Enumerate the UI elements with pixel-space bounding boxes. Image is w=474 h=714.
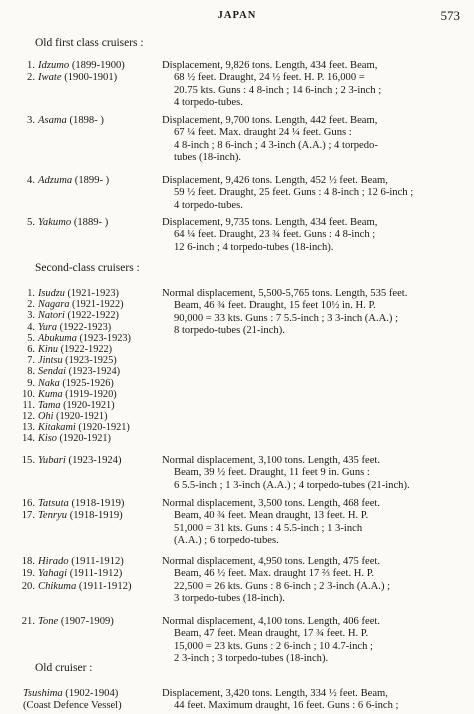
ship-row [20, 366, 165, 377]
ship-row [20, 310, 165, 321]
ship-name: Adzuma [38, 175, 73, 186]
ship-years: (1923-1924) [65, 455, 122, 466]
ship-list [20, 688, 165, 713]
ship-years: (1911-1912) [67, 568, 123, 580]
section-title-second-class: Second-class cruisers : [35, 262, 140, 274]
ship-row [20, 288, 165, 299]
ship-years: (1925-1926) [59, 377, 114, 389]
ship-years: (1923-1924) [66, 366, 121, 378]
ship-years: (1889- ) [71, 217, 109, 228]
ship-years: (1907-1909) [58, 616, 114, 627]
ship-name: Yahagi [38, 568, 68, 580]
ship-row [20, 299, 165, 310]
description-line: Displacement, 9,700 tons. Length, 442 feet. Beam, [162, 115, 378, 126]
description-line: 2 3-inch ; 3 torpedo-tubes (18-inch). [174, 652, 329, 664]
ship-description [162, 688, 462, 713]
ship-name: Asama [38, 115, 67, 126]
description-line: 3 torpedo-tubes (18-inch). [174, 592, 285, 604]
ship-description [162, 175, 462, 212]
ship-description [162, 288, 462, 337]
ship-number: 12. [22, 411, 35, 423]
ship-number: 10. [22, 388, 35, 400]
ship-name: Yubari [38, 455, 66, 466]
description-line: 64 ¼ feet. Draught, 23 ¾ feet. Guns : 4 8-inch ; [174, 229, 376, 241]
ship-row [20, 355, 165, 366]
ship-name: Abukuma [38, 332, 77, 344]
ship-name: Tama [38, 399, 61, 411]
ship-years: (1920-1921) [75, 422, 130, 434]
ship-years: (1900-1901) [61, 72, 118, 84]
ship-row [20, 175, 165, 187]
section-title-old-cruiser: Old cruiser : [35, 662, 93, 674]
ship-years: (1921-1923) [64, 288, 119, 299]
ship-name: Natori [38, 310, 65, 322]
ship-row [20, 217, 165, 229]
ship-name: Kiso [38, 433, 57, 445]
ship-years: (1922-1922) [64, 310, 119, 322]
ship-years: (1920-1921) [56, 433, 111, 445]
ship-row [20, 688, 165, 700]
ship-years: (1899-1900) [69, 60, 125, 71]
ship-number: 18. [21, 556, 35, 567]
ship-number: 6. [27, 343, 35, 355]
ship-row [20, 433, 165, 444]
description-line: Normal displacement, 3,500 tons. Length, 468 feet. [162, 498, 381, 509]
description-line: Normal displacement, 4,100 tons. Length, 406 feet. [162, 616, 381, 627]
running-head: JAPAN [217, 10, 257, 21]
ship-number: 3. [27, 115, 35, 126]
description-line: tubes (18-inch). [174, 151, 242, 163]
description-line: Normal displacement, 5,500-5,765 tons. Length, 535 feet. [162, 288, 408, 299]
ship-row [20, 115, 165, 127]
ship-list [20, 60, 165, 85]
ship-number: 5. [27, 217, 35, 228]
ship-row [20, 344, 165, 355]
description-line: 51,000 = 31 kts. Guns : 4 5.5-inch ; 1 3-inch [174, 522, 363, 534]
description-line: Beam, 47 feet. Mean draught, 17 ¾ feet. H. P. [174, 628, 369, 640]
description-line: 4 torpedo-tubes. [174, 96, 243, 108]
ship-number: 17. [21, 510, 35, 522]
ship-years: (1898- ) [66, 115, 104, 126]
description-line: Beam, 39 ½ feet. Draught, 11 feet 9 in. Guns : [174, 467, 370, 479]
ship-name: Chikuma [38, 580, 77, 592]
ship-description [162, 60, 462, 109]
ship-years: (1920-1921) [60, 399, 115, 411]
ship-row [20, 556, 165, 568]
ship-name: Kitakami [38, 422, 76, 434]
ship-row [20, 498, 165, 510]
description-line: 12 6-inch ; 4 torpedo-tubes (18-inch). [174, 241, 334, 253]
description-line: Beam, 46 ½ feet. Max. draught 17 ⅔ feet. H. P. [174, 568, 375, 580]
ship-name: Kuma [38, 388, 63, 400]
ship-number: 11. [22, 399, 35, 411]
ship-years: (1902-1904) [62, 688, 119, 699]
ship-years: (1922-1923) [57, 321, 112, 333]
ship-years: (1911-1912) [68, 556, 124, 567]
ship-number: 3. [27, 310, 35, 322]
description-line: Normal displacement, 3,100 tons. Length, 435 feet. [162, 455, 381, 466]
description-line: Displacement, 9,426 tons. Length, 452 ½ feet. Beam, [162, 175, 388, 186]
ship-name: Isudzu [38, 288, 65, 299]
ship-years: (1923-1925) [62, 355, 117, 367]
ship-row [20, 422, 165, 433]
section-title-old-first-class: Old first class cruisers : [35, 37, 144, 49]
ship-years: (1911-1912) [76, 580, 132, 592]
description-line: Displacement, 3,420 tons. Length, 334 ½ feet. Beam, [162, 688, 388, 699]
ship-name: Ohi [38, 411, 54, 423]
ship-name: Kinu [38, 343, 59, 355]
ship-list [20, 217, 165, 229]
ship-list [20, 115, 165, 127]
ship-number: 5. [27, 332, 35, 344]
ship-number: 2. [27, 299, 35, 311]
description-line: 4 8-inch ; 8 6-inch ; 4 3-inch (A.A.) ; 4 torpedo- [174, 139, 378, 151]
ship-description [162, 498, 462, 547]
ship-number: 19. [21, 568, 35, 580]
ship-number: 8. [27, 366, 35, 378]
page-header [0, 8, 474, 24]
ship-years: (1918-1919) [67, 510, 123, 522]
description-line: Displacement, 9,826 tons. Length, 434 feet. Beam, [162, 60, 378, 71]
ship-number: 4. [27, 175, 35, 186]
ship-name: Nagara [38, 299, 70, 311]
ship-years: (1919-1920) [62, 388, 117, 400]
ship-name: Tone [38, 616, 59, 627]
ship-years: (1921-1922) [69, 299, 124, 311]
description-line: 22,500 = 26 kts. Guns : 8 6-inch ; 2 3-inch (A.A.) ; [174, 580, 391, 592]
ship-number: 20. [21, 580, 35, 592]
ship-number: 7. [27, 355, 35, 367]
ship-list [20, 556, 165, 593]
ship-row [20, 616, 165, 628]
ship-row [20, 378, 165, 389]
ship-name: Hirado [38, 556, 69, 567]
ship-years: (1922-1922) [58, 343, 113, 355]
ship-description [162, 115, 462, 164]
ship-number: 16. [21, 498, 35, 509]
ship-name: Iwate [38, 72, 62, 84]
ship-name: Yakumo [38, 217, 72, 228]
ship-list [20, 288, 165, 445]
ship-years: (1923-1923) [76, 332, 131, 344]
ship-name: Idzumo [38, 60, 70, 71]
ship-number: 13. [22, 422, 35, 434]
description-line: Beam, 46 ¾ feet. Draught, 15 feet 10½ in. H. P. [174, 300, 376, 312]
ship-number: 9. [27, 377, 35, 389]
ship-row [20, 411, 165, 422]
description-line: 8 torpedo-tubes (21-inch). [174, 324, 285, 336]
ship-row [20, 455, 165, 467]
ship-row [20, 72, 165, 84]
ship-name: Tatsuta [38, 498, 69, 509]
ship-name: Yura [38, 321, 58, 333]
description-line: 67 ¼ feet. Max. draught 24 ¼ feet. Guns : [174, 127, 352, 139]
ship-years: (1918-1919) [68, 498, 125, 509]
ship-row [20, 700, 165, 712]
description-line: 59 ½ feet. Draught, 25 feet. Guns : 4 8-inch ; 12 6-inch ; [174, 187, 414, 199]
description-line: 15,000 = 23 kts. Guns : 2 6-inch ; 10 4.7-inch ; [174, 640, 374, 652]
ship-number: 15. [21, 455, 35, 466]
ship-number: 21. [21, 616, 35, 627]
ship-row [20, 400, 165, 411]
ship-list [20, 175, 165, 187]
ship-number: 1. [27, 288, 35, 299]
description-line: 90,000 = 33 kts. Guns : 7 5.5-inch ; 3 3-inch (A.A.) ; [174, 312, 399, 324]
ship-row [20, 322, 165, 333]
description-line: Normal displacement, 4,950 tons. Length, 475 feet. [162, 556, 381, 567]
ship-row [20, 581, 165, 593]
ship-description [162, 217, 462, 254]
ship-number: 14. [22, 433, 35, 445]
description-line: Beam, 40 ¾ feet. Mean draught, 13 feet. H. P. [174, 510, 369, 522]
ship-description [162, 556, 462, 605]
ship-list [20, 616, 165, 628]
ship-name: Naka [38, 377, 60, 389]
description-line: 44 feet. Maximum draught, 16 feet. Guns : 6 6-inch ; [174, 700, 399, 712]
description-line: 4 torpedo-tubes. [174, 199, 243, 211]
ship-row [20, 389, 165, 400]
ship-row [20, 333, 165, 344]
ship-years: (Coast Defence Vessel) [23, 700, 122, 712]
ship-name: Tenryu [38, 510, 68, 522]
ship-description [162, 616, 462, 665]
page-number: 573 [440, 8, 460, 23]
description-line: 6 5.5-inch ; 1 3-inch (A.A.) ; 4 torpedo-tubes (21-inch). [174, 479, 410, 491]
ship-list [20, 498, 165, 523]
ship-row [20, 60, 165, 72]
ship-name: Jintsu [38, 355, 63, 367]
ship-list [20, 455, 165, 467]
ship-number: 2. [27, 72, 35, 84]
description-line: 20.75 kts. Guns : 4 8-inch ; 14 6-inch ; 2 3-inch ; [174, 84, 382, 96]
ship-name: Tsushima [23, 688, 63, 699]
ship-row [20, 568, 165, 580]
ship-years: (1899- ) [72, 175, 110, 186]
ship-description [162, 455, 462, 492]
ship-number: 1. [27, 60, 35, 71]
ship-row [20, 510, 165, 522]
ship-name: Sendai [38, 366, 67, 378]
ship-years: (1920-1921) [53, 411, 108, 423]
description-line: Displacement, 9,735 tons. Length, 434 feet. Beam, [162, 217, 378, 228]
description-line: (A.A.) ; 6 torpedo-tubes. [174, 534, 279, 546]
description-line: 68 ½ feet. Draught, 24 ½ feet. H. P. 16,000 = [174, 72, 365, 84]
ship-number: 4. [27, 321, 35, 333]
